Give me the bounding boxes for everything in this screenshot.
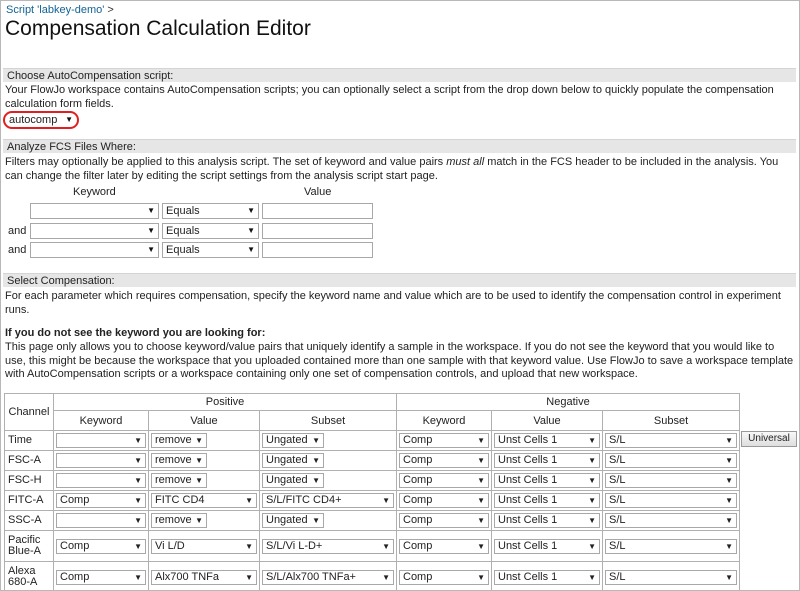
chevron-down-icon: ▼ (725, 496, 733, 505)
table-cell (149, 562, 260, 591)
chevron-down-icon: ▼ (588, 516, 596, 525)
table-cell (149, 511, 260, 531)
select-value: Ungated (266, 474, 308, 486)
select-value: remove (155, 474, 192, 486)
compensation-section-header: Select Compensation: (3, 273, 796, 287)
negative-subset-select[interactable] (605, 493, 737, 508)
channel-cell: FITC-A (5, 491, 54, 511)
breadcrumb (6, 4, 114, 16)
table-cell (397, 471, 492, 491)
table-cell (603, 471, 740, 491)
positive-value-select[interactable] (151, 513, 207, 528)
analyze-section-header: Analyze FCS Files Where: (3, 139, 796, 153)
chevron-down-icon: ▼ (588, 456, 596, 465)
select-value: Alx700 TNFa (155, 570, 219, 583)
table-row (5, 531, 740, 562)
table-cell (603, 531, 740, 562)
universal-button[interactable]: Universal (741, 431, 797, 447)
chevron-down-icon: ▼ (725, 541, 733, 551)
table-cell (603, 511, 740, 531)
select-value: S/L/FITC CD4+ (266, 494, 342, 506)
breadcrumb-link[interactable]: Script 'labkey-demo' (6, 4, 105, 16)
negative-keyword-select[interactable] (399, 539, 489, 554)
chevron-down-icon: ▼ (588, 476, 596, 485)
table-cell (260, 531, 397, 562)
negative-subset-select[interactable] (605, 570, 737, 585)
table-row (5, 451, 740, 471)
select-value: Ungated (266, 514, 308, 526)
select-value: Comp (403, 474, 433, 486)
select-value: S/L (609, 539, 626, 552)
negative-value-select[interactable] (494, 473, 600, 488)
negative-value-select[interactable] (494, 570, 600, 585)
chevron-down-icon: ▼ (245, 496, 253, 505)
chevron-down-icon: ▼ (312, 456, 320, 465)
table-cell (260, 431, 397, 451)
positive-header: Positive (54, 394, 397, 411)
chevron-down-icon: ▼ (245, 541, 253, 551)
select-value: remove (155, 454, 192, 466)
negative-value-select[interactable] (494, 513, 600, 528)
filter-value-input[interactable] (262, 223, 373, 239)
chevron-down-icon: ▼ (725, 516, 733, 525)
chevron-down-icon: ▼ (65, 115, 73, 124)
positive-keyword-select[interactable] (56, 493, 146, 508)
select-value: Ungated (266, 454, 308, 466)
table-cell (54, 451, 149, 471)
select-value: S/L (609, 514, 626, 526)
chevron-down-icon: ▼ (134, 572, 142, 582)
positive-keyword-header: Keyword (54, 411, 149, 431)
filter-operator-select[interactable]: Equals ▼ (162, 203, 259, 219)
page-title: Compensation Calculation Editor (5, 17, 311, 40)
table-cell (54, 491, 149, 511)
chevron-down-icon: ▼ (725, 436, 733, 445)
select-value: Unst Cells 1 (498, 454, 558, 466)
select-value: S/L (609, 434, 626, 446)
table-cell (492, 562, 603, 591)
select-value: Unst Cells 1 (498, 570, 558, 583)
highlight-annotation (3, 111, 79, 129)
filter-operator-select[interactable]: Equals ▼ (162, 242, 259, 258)
select-value: Vi L/D (155, 539, 185, 552)
positive-subset-select[interactable] (262, 473, 324, 488)
chevron-down-icon: ▼ (588, 572, 596, 582)
table-row (5, 431, 740, 451)
analyze-description: Filters may optionally be applied to this analysis script. The set of keyword and value pairs must all match in the FCS header to be included in the analysis. You can change the filter later by editing the script settings from the analysis script start page. (5, 156, 779, 182)
table-cell (603, 562, 740, 591)
table-cell (397, 511, 492, 531)
chevron-down-icon: ▼ (477, 572, 485, 582)
table-cell (492, 471, 603, 491)
negative-subset-select[interactable] (605, 473, 737, 488)
channel-header: Channel (5, 394, 54, 431)
negative-keyword-select[interactable] (399, 570, 489, 585)
negative-subset-header: Subset (603, 411, 740, 431)
positive-keyword-select[interactable] (56, 433, 146, 448)
positive-keyword-select[interactable] (56, 570, 146, 585)
table-cell (492, 511, 603, 531)
positive-value-select[interactable] (151, 453, 207, 468)
value-column-label: Value (304, 186, 332, 198)
select-value: FITC CD4 (155, 494, 205, 506)
chevron-down-icon: ▼ (588, 496, 596, 505)
table-cell (54, 531, 149, 562)
positive-value-select[interactable] (151, 493, 257, 508)
table-cell (260, 451, 397, 471)
negative-keyword-select[interactable] (399, 493, 489, 508)
positive-keyword-select[interactable] (56, 453, 146, 468)
select-value: Unst Cells 1 (498, 434, 558, 446)
negative-value-select[interactable] (494, 453, 600, 468)
chevron-down-icon: ▼ (477, 476, 485, 485)
chevron-down-icon: ▼ (312, 436, 320, 445)
table-cell (149, 431, 260, 451)
select-value: Comp (60, 570, 90, 583)
chevron-down-icon: ▼ (195, 476, 203, 485)
positive-subset-select[interactable] (262, 570, 394, 585)
positive-value-select[interactable] (151, 433, 207, 448)
table-row (5, 562, 740, 591)
select-value: Comp (60, 494, 90, 506)
positive-subset-select[interactable] (262, 453, 324, 468)
compensation-description: For each parameter which requires compensation, specify the keyword name and value which are to be used to identify the compensation control in experiment runs. (5, 290, 781, 316)
table-cell (603, 491, 740, 511)
table-cell (260, 562, 397, 591)
autocomp-description: Your FlowJo workspace contains AutoCompensation scripts; you can optionally select a script from the drop down below to quickly populate the compensation calculation form fields. (5, 84, 774, 110)
table-cell (397, 451, 492, 471)
table-row (5, 511, 740, 531)
select-value: Comp (403, 434, 433, 446)
positive-subset-select[interactable] (262, 513, 324, 528)
table-cell (603, 431, 740, 451)
emphasis-text: must all (446, 156, 485, 168)
positive-value-select[interactable] (151, 539, 257, 554)
chevron-down-icon: ▼ (245, 572, 253, 582)
table-cell (149, 451, 260, 471)
chevron-down-icon: ▼ (382, 541, 390, 551)
negative-value-select[interactable] (494, 493, 600, 508)
channel-cell: Pacific Blue-A (5, 531, 54, 562)
table-cell (397, 491, 492, 511)
and-label: and (8, 225, 27, 237)
select-value: Unst Cells 1 (498, 474, 558, 486)
select-value: remove (155, 514, 192, 526)
positive-subset-select[interactable] (262, 433, 324, 448)
chevron-down-icon: ▼ (195, 516, 203, 525)
negative-keyword-header: Keyword (397, 411, 492, 431)
positive-keyword-select[interactable] (56, 539, 146, 554)
chevron-down-icon: ▼ (247, 245, 255, 254)
table-cell (492, 431, 603, 451)
chevron-down-icon: ▼ (382, 572, 390, 582)
chevron-down-icon: ▼ (725, 476, 733, 485)
filter-keyword-select[interactable] (30, 242, 159, 258)
negative-subset-select[interactable] (605, 433, 737, 448)
channel-cell: SSC-A (5, 511, 54, 531)
help-title: If you do not see the keyword you are looking for: (5, 327, 266, 339)
chevron-down-icon: ▼ (247, 226, 255, 235)
chevron-down-icon: ▼ (195, 436, 203, 445)
help-text: This page only allows you to choose keyword/value pairs that uniquely identify a sample in the workspace. If you do not see the keyword that you would like to use, this might be because the workspace that you uploaded contained more than one sample with that keyword value. Use FlowJo to save a workspace template with AutoCompensation scripts or a workspace containing only one set of compensation controls, and upload that new workspace. (5, 341, 794, 380)
chevron-down-icon: ▼ (477, 541, 485, 551)
table-cell (492, 531, 603, 562)
channel-cell: FSC-A (5, 451, 54, 471)
positive-subset-select[interactable] (262, 539, 394, 554)
chevron-down-icon: ▼ (134, 496, 142, 505)
table-cell (149, 531, 260, 562)
select-value: Comp (403, 514, 433, 526)
chevron-down-icon: ▼ (312, 516, 320, 525)
select-value: Unst Cells 1 (498, 494, 558, 506)
chevron-down-icon: ▼ (477, 456, 485, 465)
breadcrumb-separator: > (107, 4, 114, 16)
chevron-down-icon: ▼ (312, 476, 320, 485)
positive-value-select[interactable] (151, 570, 257, 585)
select-value: remove (155, 434, 192, 446)
channel-cell: FSC-H (5, 471, 54, 491)
select-value: Comp (60, 539, 90, 552)
table-cell (397, 562, 492, 591)
table-cell (397, 431, 492, 451)
compensation-table (4, 393, 740, 591)
positive-value-header: Value (149, 411, 260, 431)
negative-value-select[interactable] (494, 433, 600, 448)
positive-value-select[interactable] (151, 473, 207, 488)
filter-keyword-select[interactable] (30, 203, 159, 219)
chevron-down-icon: ▼ (134, 436, 142, 445)
select-value: Ungated (266, 434, 308, 446)
negative-subset-select[interactable] (605, 513, 737, 528)
negative-header: Negative (397, 394, 740, 411)
table-cell (492, 451, 603, 471)
positive-subset-select[interactable] (262, 493, 394, 508)
chevron-down-icon: ▼ (725, 456, 733, 465)
select-value: S/L/Vi L-D+ (266, 539, 323, 552)
chevron-down-icon: ▼ (477, 516, 485, 525)
chevron-down-icon: ▼ (134, 476, 142, 485)
positive-keyword-select[interactable] (56, 513, 146, 528)
select-value: S/L (609, 570, 626, 583)
positive-keyword-select[interactable] (56, 473, 146, 488)
filter-value-input[interactable] (262, 242, 373, 258)
negative-keyword-select[interactable] (399, 433, 489, 448)
select-value: Unst Cells 1 (498, 514, 558, 526)
chevron-down-icon: ▼ (147, 226, 155, 235)
table-cell (397, 531, 492, 562)
table-cell (260, 511, 397, 531)
filter-keyword-select[interactable] (30, 223, 159, 239)
chevron-down-icon: ▼ (134, 541, 142, 551)
negative-subset-select[interactable] (605, 539, 737, 554)
negative-value-select[interactable] (494, 539, 600, 554)
table-cell (492, 491, 603, 511)
table-cell (54, 562, 149, 591)
table-cell (603, 451, 740, 471)
table-row (5, 471, 740, 491)
negative-keyword-select[interactable] (399, 473, 489, 488)
table-cell (149, 471, 260, 491)
chevron-down-icon: ▼ (588, 541, 596, 551)
chevron-down-icon: ▼ (147, 245, 155, 254)
table-cell (54, 511, 149, 531)
select-value: S/L/Alx700 TNFa+ (266, 570, 356, 583)
channel-cell: Time (5, 431, 54, 451)
select-value: S/L (609, 474, 626, 486)
negative-value-header: Value (492, 411, 603, 431)
positive-subset-header: Subset (260, 411, 397, 431)
chevron-down-icon: ▼ (588, 436, 596, 445)
select-value: Comp (403, 454, 433, 466)
select-value: S/L (609, 454, 626, 466)
select-value: Comp (403, 570, 433, 583)
chevron-down-icon: ▼ (725, 572, 733, 582)
chevron-down-icon: ▼ (477, 436, 485, 445)
chevron-down-icon: ▼ (134, 516, 142, 525)
chevron-down-icon: ▼ (382, 496, 390, 505)
table-cell (260, 471, 397, 491)
chevron-down-icon: ▼ (477, 496, 485, 505)
and-label: and (8, 244, 27, 256)
negative-keyword-select[interactable] (399, 453, 489, 468)
channel-cell: Alexa 680-A (5, 562, 54, 591)
table-row (5, 491, 740, 511)
table-cell (54, 471, 149, 491)
chevron-down-icon: ▼ (147, 206, 155, 215)
filter-operator-select[interactable]: Equals ▼ (162, 223, 259, 239)
select-value: S/L (609, 494, 626, 506)
chevron-down-icon: ▼ (134, 456, 142, 465)
select-value: Unst Cells 1 (498, 539, 558, 552)
table-cell (260, 491, 397, 511)
negative-subset-select[interactable] (605, 453, 737, 468)
select-value: Comp (403, 539, 433, 552)
select-value: Comp (403, 494, 433, 506)
table-cell (54, 431, 149, 451)
autocomp-section-header: Choose AutoCompensation script: (3, 68, 796, 82)
table-cell (149, 491, 260, 511)
negative-keyword-select[interactable] (399, 513, 489, 528)
chevron-down-icon: ▼ (195, 456, 203, 465)
chevron-down-icon: ▼ (247, 206, 255, 215)
autocomp-selected-value: autocomp (9, 114, 58, 126)
keyword-column-label: Keyword (73, 186, 116, 198)
filter-value-input[interactable] (262, 203, 373, 219)
